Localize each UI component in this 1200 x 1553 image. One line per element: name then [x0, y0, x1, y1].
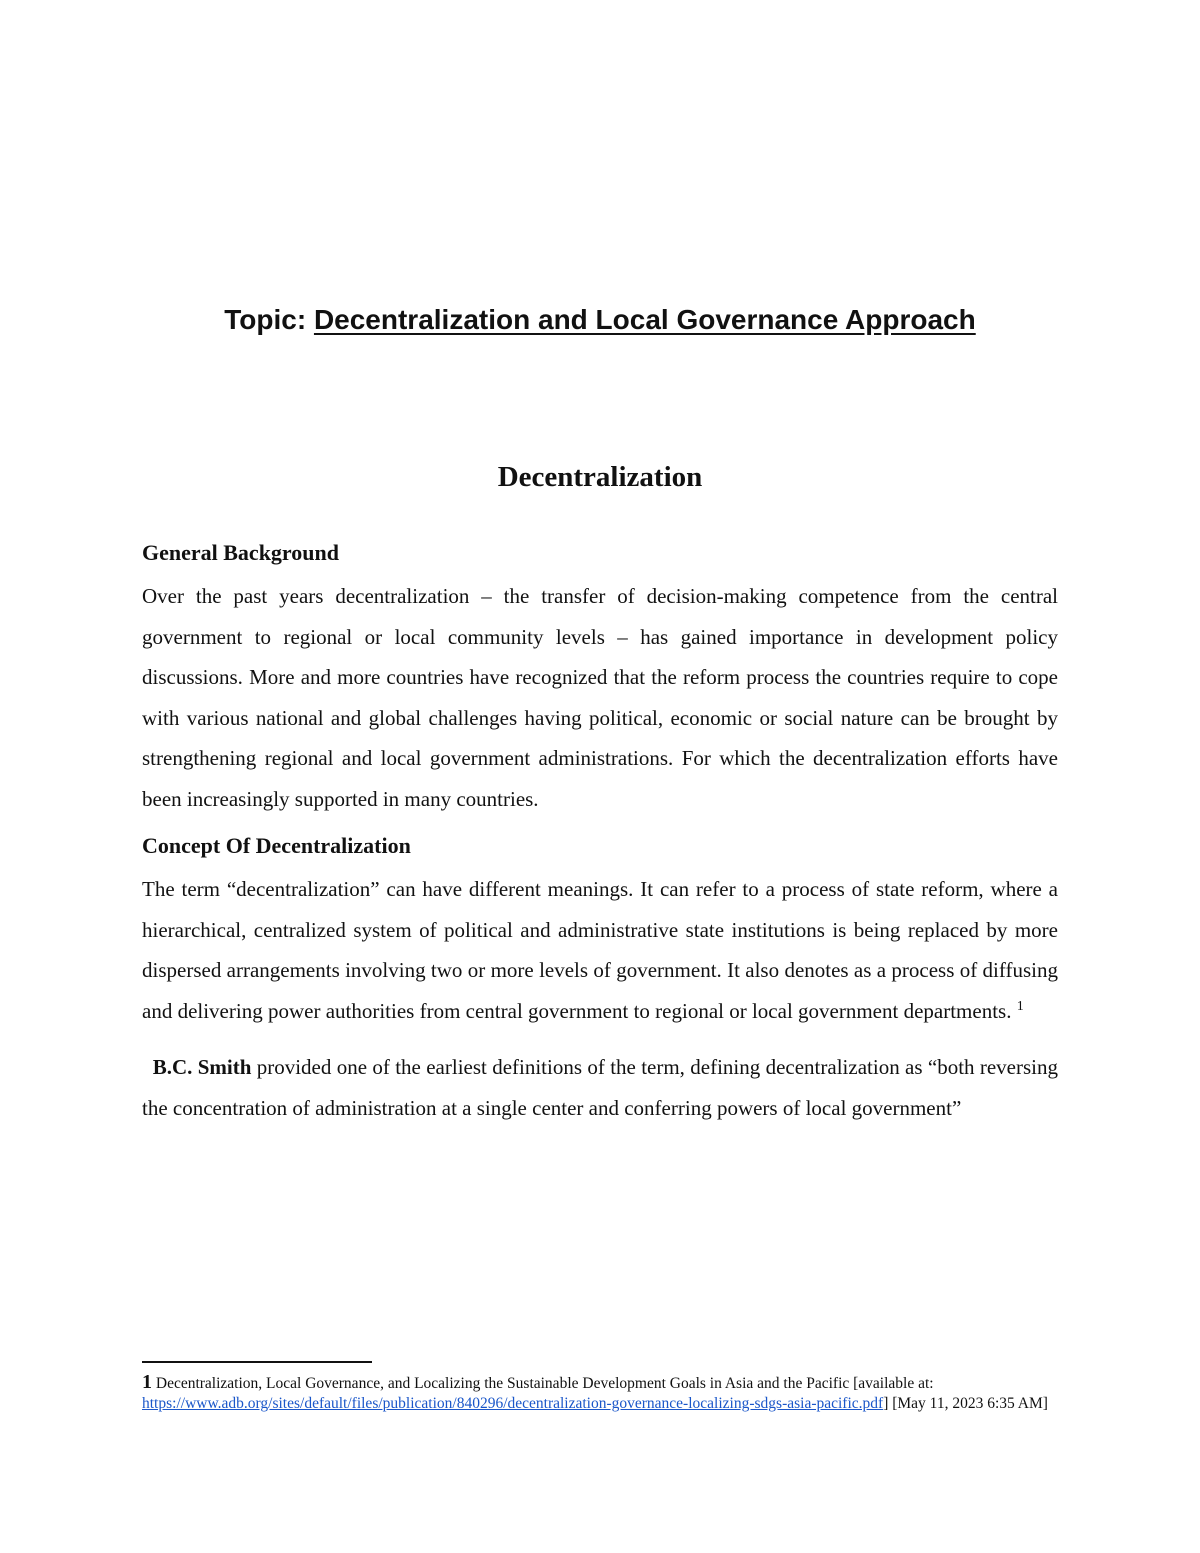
person-name: B.C. Smith: [152, 1055, 252, 1079]
section-heading-concept: Concept Of Decentralization: [142, 833, 411, 858]
paragraph-concept: [142, 869, 1058, 1031]
paragraph-concept-text: The term “decentralization” can have different meanings. It can refer to a process of state reform, where a hierarchical, centralized system of political and administrative state institutions is being replaced by more dispersed arrangements involving two or more levels of government. It also denotes as a process of diffusing and delivering power authorities from central government to regional or local government departments.: [142, 877, 1058, 1023]
paragraph-general-background: Over the past years decentralization – the transfer of decision-making competence from the central government to regional or local community levels – has gained importance in development policy discussions. More and more countries have recognized that the reform process the countries require to cope with various national and global challenges having political, economic or social nature can be brought by strengthening regional and local government administrations. For which the decentralization efforts have been increasingly supported in many countries.: [142, 584, 1058, 811]
paragraph-smith: [142, 1047, 1058, 1128]
section-heading-general-background: General Background: [142, 540, 340, 565]
footnote: [142, 1372, 1082, 1414]
body-content: [142, 538, 1058, 1128]
footnote-text: Decentralization, Local Governance, and Localizing the Sustainable Development Goals in Asia and the Pacific [available at:: [152, 1375, 934, 1392]
footnote-reference[interactable]: 1: [1016, 998, 1024, 1014]
footnote-link[interactable]: https://www.adb.org/sites/default/files/publication/840296/decentralization-governance-localizing-sdgs-asia-pacific.pdf: [142, 1395, 884, 1412]
topic-label: Topic:: [224, 304, 314, 335]
main-heading: Decentralization: [497, 461, 703, 493]
topic-value: Decentralization and Local Governance Approach: [313, 304, 976, 335]
footnote-separator: [142, 1361, 372, 1363]
footnote-number: 1: [142, 1371, 152, 1393]
footnote-suffix: ] [May 11, 2023 6:35 AM]: [883, 1395, 1048, 1412]
paragraph-smith-text: provided one of the earliest definitions of the term, defining decentralization as “both reversing the concentration of administration at a single center and conferring powers of local government”: [142, 1055, 1059, 1120]
page-title: [0, 300, 1200, 340]
